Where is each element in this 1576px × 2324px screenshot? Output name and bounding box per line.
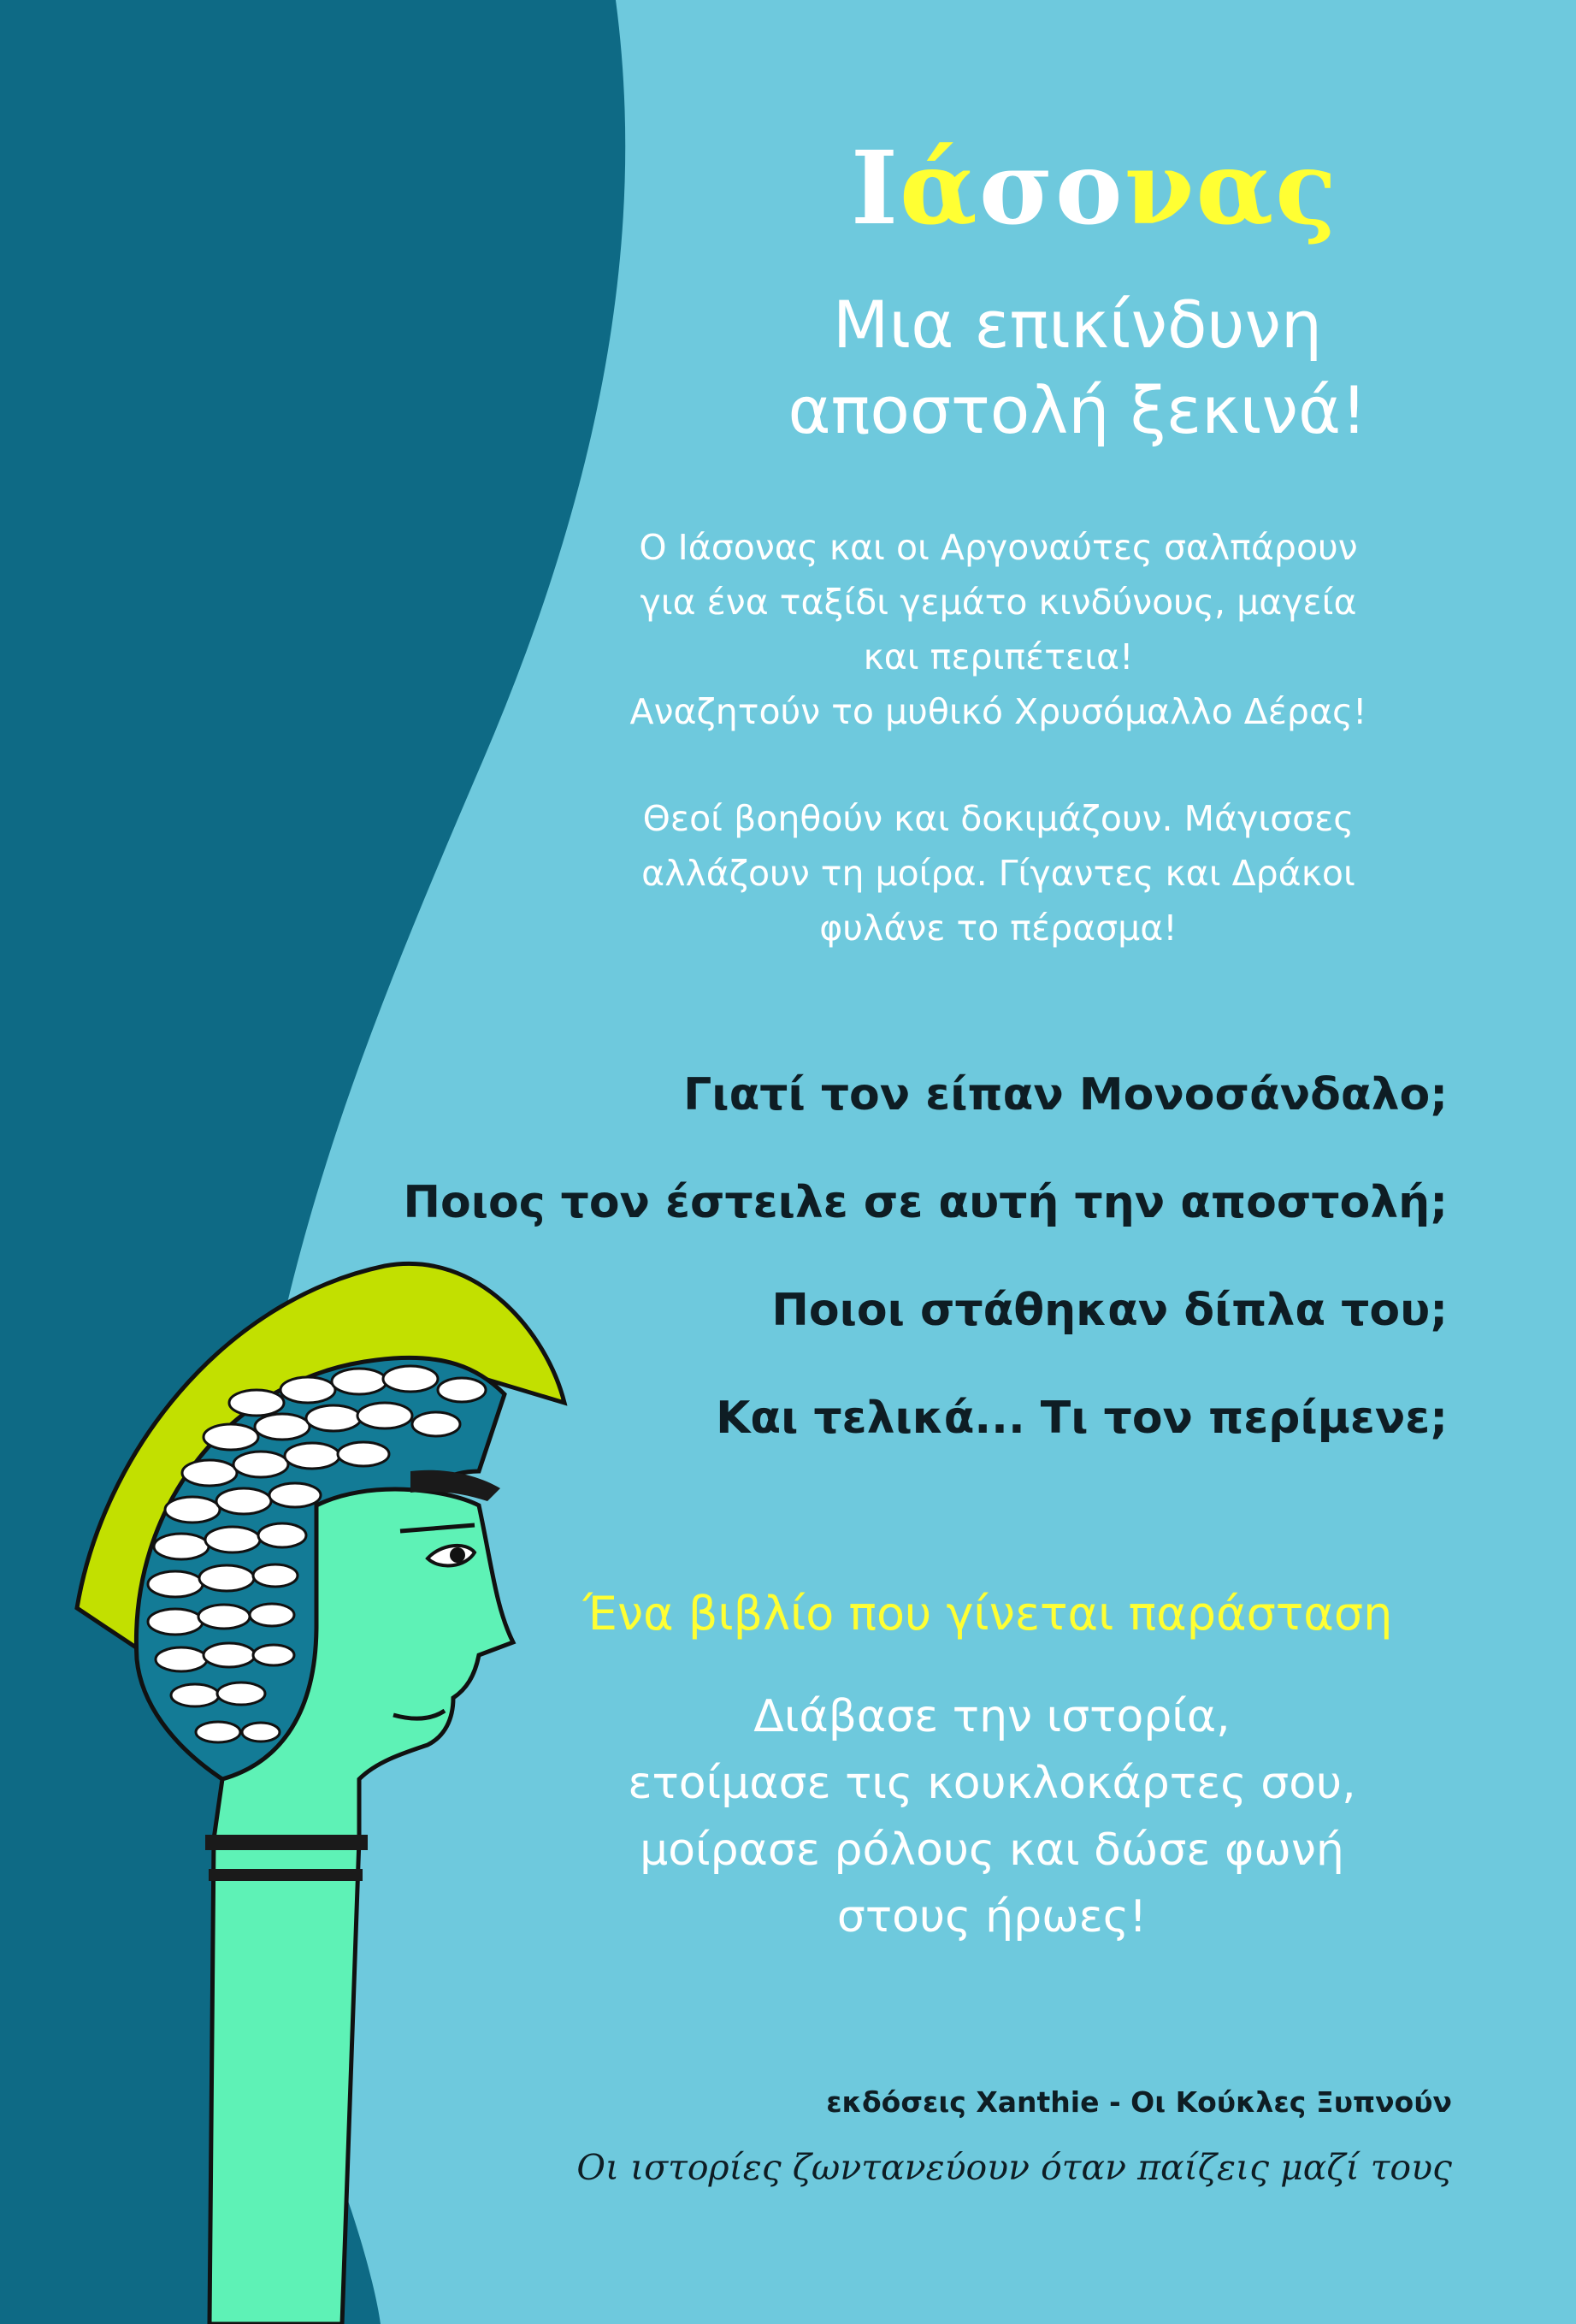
title-letter: ν <box>1124 128 1196 247</box>
neck-band-2 <box>209 1869 363 1881</box>
intro-paragraph <box>547 520 1449 739</box>
title-letter: α <box>1195 128 1276 247</box>
question-4: Και τελικά... Τι τον περίμενε; <box>716 1393 1448 1444</box>
intro-line: για ένα ταξίδι γεμάτο κινδύνους, μαγεία <box>640 582 1357 623</box>
cta-line: μοίρασε ρόλους και δώσε φωνή <box>640 1824 1344 1876</box>
subtitle-line: αποστολή ξεκινά! <box>788 372 1367 448</box>
title-letter: ά <box>900 128 979 247</box>
cta-line: ετοίμασε τις κουκλοκάρτες σου, <box>628 1758 1356 1809</box>
title-letter: ο <box>1054 128 1124 247</box>
publisher-motto: Οι ιστορίες ζωντανεύουν όταν παίζεις μαζί τους <box>576 2147 1452 2188</box>
intro-paragraph-2 <box>547 791 1449 955</box>
pupil <box>450 1547 465 1563</box>
title-letter: ς <box>1275 128 1339 247</box>
neck-band <box>205 1835 368 1850</box>
cta-line: στους ήρωες! <box>836 1891 1148 1943</box>
intro-line: Θεοί βοηθούν και δοκιμάζουν. Μάγισσες <box>642 798 1355 839</box>
neck <box>210 1839 359 2324</box>
intro-line: Ο Ιάσονας και οι Αργοναύτες σαλπάρουν <box>639 527 1358 568</box>
call-to-action <box>530 1683 1454 1950</box>
cta-line: Διάβασε την ιστορία, <box>753 1691 1231 1742</box>
intro-line: φυλάνε το πέρασμα! <box>819 908 1178 949</box>
intro-line: Αναζητούν το μυθικό Χρυσόμαλλο Δέρας! <box>629 691 1367 732</box>
title-letter: σ <box>978 128 1055 247</box>
question-3: Ποιοι στάθηκαν δίπλα του; <box>771 1285 1448 1336</box>
subtitle-line: Μια επικίνδυνη <box>832 287 1323 363</box>
publisher: εκδόσεις Xanthie - Οι Κούκλες Ξυπνούν <box>826 2085 1452 2119</box>
slogan: Ένα βιβλίο που γίνεται παράσταση <box>582 1587 1393 1641</box>
question-2: Ποιος τον έστειλε σε αυτή την αποστολή; <box>403 1177 1448 1228</box>
book-title <box>616 128 1573 247</box>
intro-line: αλλάζουν τη μοίρα. Γίγαντες και Δράκοι <box>641 853 1355 894</box>
question-1: Γιατί τον είπαν Μονοσάνδαλο; <box>683 1069 1448 1121</box>
intro-line: και περιπέτεια! <box>863 636 1134 677</box>
title-letter: Ι <box>850 128 900 247</box>
subtitle <box>599 282 1556 453</box>
